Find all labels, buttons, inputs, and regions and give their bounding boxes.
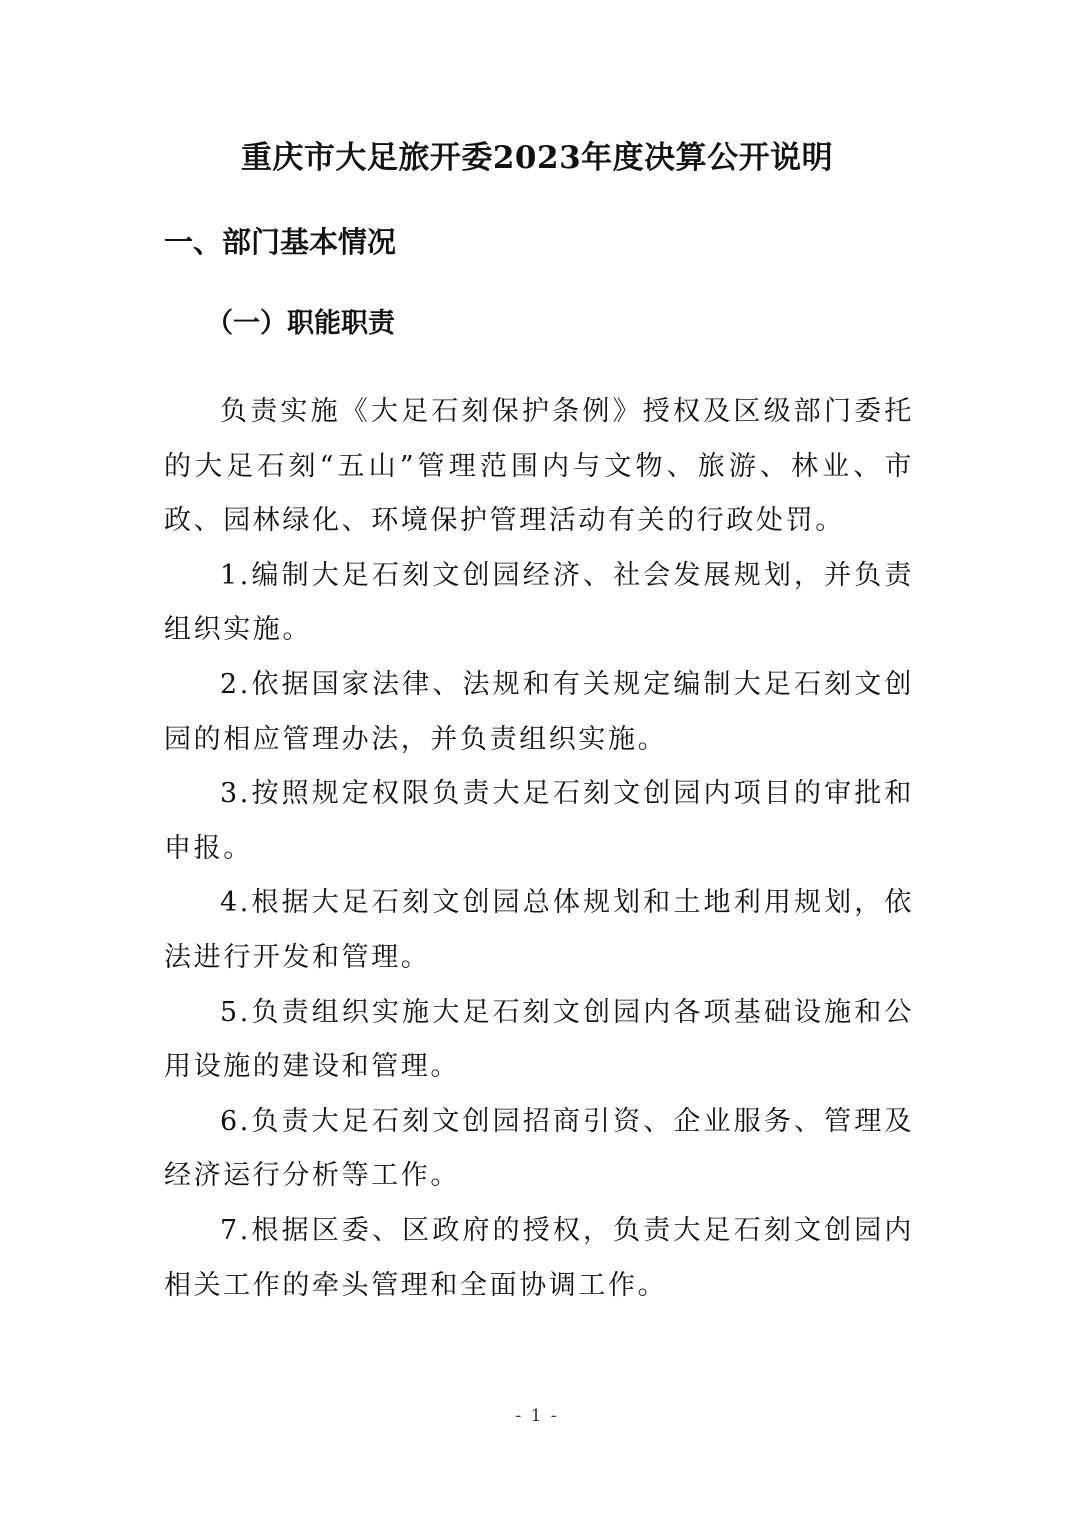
page-number: - 1 -	[515, 1406, 559, 1426]
section-heading: 一、部门基本情况	[164, 225, 397, 259]
paragraph-item-1: 1.编制大足石刻文创园经济、社会发展规划，并负责组织实施。	[164, 559, 914, 646]
paragraph-item-4: 4.根据大足石刻文创园总体规划和土地利用规划，依法进行开发和管理。	[164, 887, 914, 973]
paragraph-item-7: 7.根据区委、区政府的授权，负责大足石刻文创园内相关工作的牵头管理和全面协调工作。	[164, 1214, 914, 1301]
paragraph-intro: 负责实施《大足石刻保护条例》授权及区级部门委托的大足石刻“五山”管理范围内与文物、旅游、林业、市政、园林绿化、环境保护管理活动有关的行政处罚。	[164, 396, 914, 537]
paragraph-item-2: 2.依据国家法律、法规和有关规定编制大足石刻文创园的相应管理办法，并负责组织实施。	[164, 668, 914, 755]
body-text	[164, 385, 914, 1313]
paragraph-item-6: 6.负责大足石刻文创园招商引资、企业服务、管理及经济运行分析等工作。	[164, 1105, 914, 1192]
paragraph-item-3: 3.按照规定权限负责大足石刻文创园内项目的审批和申报。	[164, 778, 914, 864]
paragraph-item-5: 5.负责组织实施大足石刻文创园内各项基础设施和公用设施的建设和管理。	[164, 996, 914, 1083]
document-title: 重庆市大足旅开委2023年度决算公开说明	[240, 140, 834, 176]
subsection-heading: （一）职能职责	[206, 308, 395, 339]
